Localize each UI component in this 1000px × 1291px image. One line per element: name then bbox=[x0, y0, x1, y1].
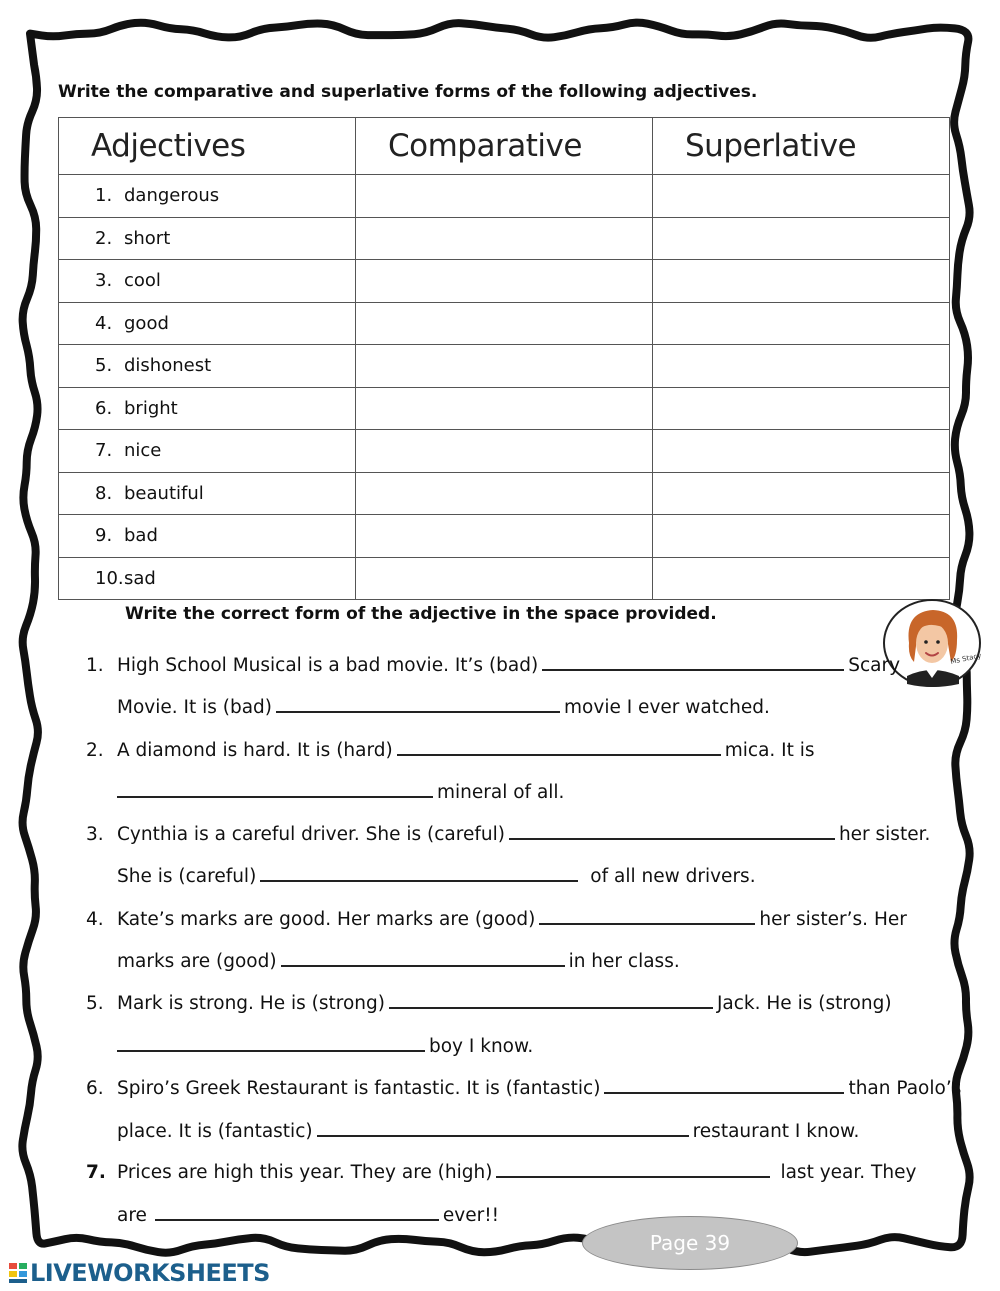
header-adjectives: Adjectives bbox=[59, 118, 356, 175]
question-text: She is (careful) bbox=[117, 866, 257, 887]
answer-blank[interactable] bbox=[542, 651, 844, 671]
superlative-answer-cell[interactable] bbox=[653, 387, 950, 430]
superlative-answer-cell[interactable] bbox=[653, 217, 950, 260]
brand-name: LIVEWORKSHEETS bbox=[30, 1259, 270, 1287]
question-text: mineral of all. bbox=[437, 782, 565, 803]
question-3 bbox=[86, 820, 930, 845]
adjective-cell bbox=[59, 430, 356, 473]
row-number: 1. bbox=[95, 185, 113, 207]
adjective-cell bbox=[59, 345, 356, 388]
adjective-cell bbox=[59, 515, 356, 558]
adjective-word: dangerous bbox=[124, 185, 220, 207]
table-row bbox=[59, 557, 950, 600]
adjectives-table bbox=[58, 117, 950, 600]
question-2 bbox=[86, 736, 815, 761]
comparative-answer-cell[interactable] bbox=[356, 217, 653, 260]
table-row bbox=[59, 302, 950, 345]
question-number: 1. bbox=[86, 655, 104, 676]
table-row bbox=[59, 217, 950, 260]
row-number: 6. bbox=[95, 397, 113, 419]
answer-blank[interactable] bbox=[509, 820, 835, 840]
page-number-badge: Page 39 bbox=[582, 1216, 798, 1270]
answer-blank[interactable] bbox=[389, 989, 713, 1009]
question-5 bbox=[86, 989, 892, 1014]
question-text: Scary bbox=[848, 655, 901, 676]
row-number: 9. bbox=[95, 525, 113, 547]
answer-blank[interactable] bbox=[317, 1117, 689, 1137]
superlative-answer-cell[interactable] bbox=[653, 515, 950, 558]
row-number: 2. bbox=[95, 227, 113, 249]
comparative-answer-cell[interactable] bbox=[356, 515, 653, 558]
table-row bbox=[59, 472, 950, 515]
adjective-word: short bbox=[124, 227, 171, 249]
adjective-word: beautiful bbox=[124, 482, 204, 504]
question-1-continued bbox=[117, 693, 770, 718]
comparative-answer-cell[interactable] bbox=[356, 345, 653, 388]
adjective-cell bbox=[59, 557, 356, 600]
question-text: restaurant I know. bbox=[692, 1121, 860, 1142]
answer-blank[interactable] bbox=[496, 1158, 770, 1178]
comparative-answer-cell[interactable] bbox=[356, 302, 653, 345]
question-text: are bbox=[117, 1205, 147, 1226]
adjective-cell bbox=[59, 387, 356, 430]
question-text: mica. It is bbox=[724, 740, 815, 761]
question-text: last year. They bbox=[780, 1162, 917, 1183]
superlative-answer-cell[interactable] bbox=[653, 345, 950, 388]
question-text: marks are (good) bbox=[117, 951, 277, 972]
comparative-answer-cell[interactable] bbox=[356, 430, 653, 473]
question-text: her sister. bbox=[838, 824, 931, 845]
liveworksheets-brand bbox=[8, 1259, 270, 1287]
comparative-answer-cell[interactable] bbox=[356, 472, 653, 515]
header-comparative: Comparative bbox=[356, 118, 653, 175]
superlative-answer-cell[interactable] bbox=[653, 557, 950, 600]
question-text: boy I know. bbox=[429, 1036, 534, 1057]
question-7-continued bbox=[117, 1201, 499, 1226]
row-number: 7. bbox=[95, 440, 113, 462]
question-number: 4. bbox=[86, 909, 104, 930]
table-row bbox=[59, 260, 950, 303]
question-7 bbox=[86, 1158, 916, 1183]
table-row bbox=[59, 175, 950, 218]
answer-blank[interactable] bbox=[117, 1032, 425, 1052]
question-6-continued bbox=[117, 1117, 859, 1142]
question-number: 6. bbox=[86, 1078, 104, 1099]
adjective-word: bright bbox=[124, 397, 178, 419]
superlative-answer-cell[interactable] bbox=[653, 472, 950, 515]
adjective-word: good bbox=[124, 312, 169, 334]
row-number: 3. bbox=[95, 270, 113, 292]
table-row bbox=[59, 430, 950, 473]
question-text: her sister’s. Her bbox=[759, 909, 907, 930]
question-number: 5. bbox=[86, 993, 104, 1014]
row-number: 5. bbox=[95, 355, 113, 377]
avatar-caption: Ms Stacy bbox=[949, 651, 983, 666]
table-row bbox=[59, 387, 950, 430]
answer-blank[interactable] bbox=[281, 947, 565, 967]
adjective-cell bbox=[59, 260, 356, 303]
question-number: 3. bbox=[86, 824, 104, 845]
question-3-continued bbox=[117, 862, 756, 887]
question-number: 2. bbox=[86, 740, 104, 761]
superlative-answer-cell[interactable] bbox=[653, 302, 950, 345]
adjective-word: bad bbox=[124, 525, 158, 547]
question-1 bbox=[86, 651, 900, 676]
question-text: ever!! bbox=[442, 1205, 500, 1226]
header-superlative: Superlative bbox=[653, 118, 950, 175]
adjective-word: cool bbox=[124, 270, 161, 292]
row-number: 8. bbox=[95, 482, 113, 504]
question-text: in her class. bbox=[568, 951, 680, 972]
answer-blank[interactable] bbox=[397, 736, 721, 756]
liveworksheets-logo-icon bbox=[8, 1261, 28, 1285]
question-text: A diamond is hard. It is (hard) bbox=[117, 740, 393, 761]
adjective-cell bbox=[59, 472, 356, 515]
answer-blank[interactable] bbox=[276, 693, 560, 713]
question-text: Mark is strong. He is (strong) bbox=[117, 993, 385, 1014]
comparative-answer-cell[interactable] bbox=[356, 387, 653, 430]
answer-blank[interactable] bbox=[117, 778, 433, 798]
superlative-answer-cell[interactable] bbox=[653, 175, 950, 218]
answer-blank[interactable] bbox=[604, 1074, 844, 1094]
answer-blank[interactable] bbox=[155, 1201, 439, 1221]
question-5-continued bbox=[117, 1032, 533, 1057]
question-text: Spiro’s Greek Restaurant is fantastic. It is (fantastic) bbox=[117, 1078, 601, 1099]
table-header-row bbox=[59, 118, 950, 175]
adjective-word: dishonest bbox=[124, 355, 212, 377]
comparative-answer-cell[interactable] bbox=[356, 557, 653, 600]
question-text: place. It is (fantastic) bbox=[117, 1121, 313, 1142]
question-text: Prices are high this year. They are (high) bbox=[117, 1162, 493, 1183]
question-text: Jack. He is (strong) bbox=[716, 993, 892, 1014]
answer-blank[interactable] bbox=[539, 905, 755, 925]
table-row bbox=[59, 515, 950, 558]
part1-instruction: Write the comparative and superlative forms of the following adjectives. bbox=[58, 82, 758, 102]
question-text: High School Musical is a bad movie. It’s (bad) bbox=[117, 655, 539, 676]
question-text: Movie. It is (bad) bbox=[117, 697, 273, 718]
question-2-continued bbox=[117, 778, 564, 803]
superlative-answer-cell[interactable] bbox=[653, 260, 950, 303]
question-4-continued bbox=[117, 947, 680, 972]
question-text: Kate’s marks are good. Her marks are (good) bbox=[117, 909, 536, 930]
row-number: 10. bbox=[95, 567, 124, 589]
adjective-word: sad bbox=[124, 567, 156, 589]
question-6 bbox=[86, 1074, 961, 1099]
adjective-cell bbox=[59, 302, 356, 345]
answer-blank[interactable] bbox=[260, 862, 578, 882]
row-number: 4. bbox=[95, 312, 113, 334]
question-text: Cynthia is a careful driver. She is (careful) bbox=[117, 824, 505, 845]
part2-instruction: Write the correct form of the adjective in the space provided. bbox=[125, 604, 717, 624]
question-text: of all new drivers. bbox=[590, 866, 756, 887]
adjective-cell bbox=[59, 175, 356, 218]
question-text: movie I ever watched. bbox=[564, 697, 770, 718]
comparative-answer-cell[interactable] bbox=[356, 175, 653, 218]
superlative-answer-cell[interactable] bbox=[653, 430, 950, 473]
question-4 bbox=[86, 905, 907, 930]
comparative-answer-cell[interactable] bbox=[356, 260, 653, 303]
question-number: 7. bbox=[86, 1162, 106, 1183]
table-row bbox=[59, 345, 950, 388]
adjective-word: nice bbox=[124, 440, 162, 462]
adjective-cell bbox=[59, 217, 356, 260]
question-text: than Paolo’s bbox=[848, 1078, 962, 1099]
